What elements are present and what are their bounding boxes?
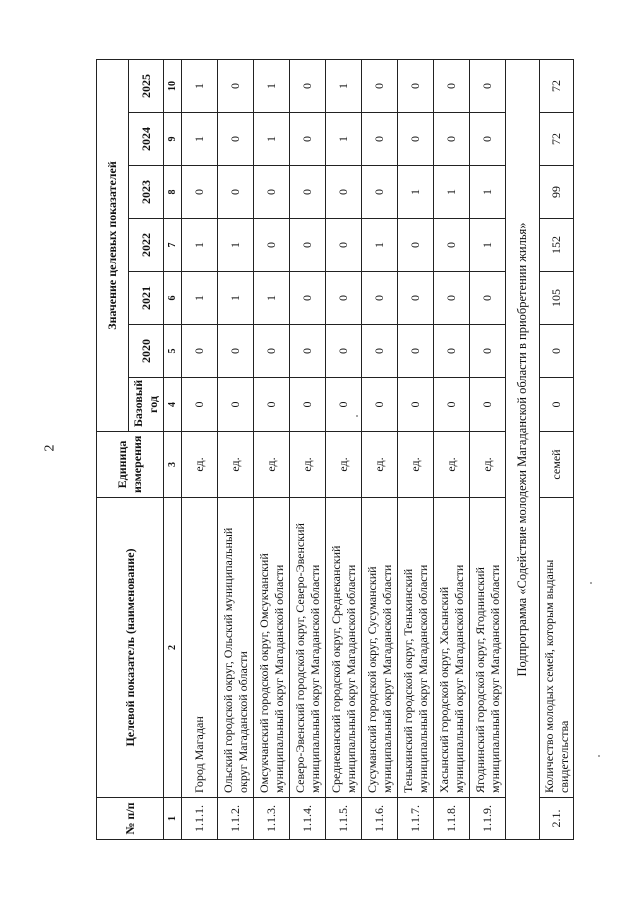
year-value: 0 [254,325,290,378]
year-value: 0 [218,166,254,219]
base-year-value: 0 [254,378,290,432]
year-value: 0 [362,272,398,325]
header-unit: Единица измерения [97,432,164,498]
year-value: 0 [434,60,470,113]
row-number: 1.1.8. [434,798,470,840]
indicator-name: Количество молодых семей, которым выданы свидетельства [540,498,574,798]
year-value: 0 [290,219,326,272]
base-year-value: 0 [540,378,574,432]
table-row [326,60,362,840]
table-row [218,60,254,840]
year-value: 0 [290,272,326,325]
year-value: 0 [182,325,218,378]
year-value: 1 [182,272,218,325]
year-value: 0 [434,325,470,378]
row-number: 1.1.5. [326,798,362,840]
base-year-value: 0 [182,378,218,432]
year-value: 1 [326,60,362,113]
header-indicator: Целевой показатель (наименование) [97,498,164,798]
base-year-value: 0 [362,378,398,432]
year-value: 0 [290,113,326,166]
header-year: 2023 [129,166,164,219]
column-number: 6 [164,272,182,325]
unit-cell: семей [540,432,574,498]
column-number: 2 [164,498,182,798]
header-year: 2021 [129,272,164,325]
base-year-value: 0 [398,378,434,432]
table-row [540,60,574,840]
table-row [470,60,506,840]
table-row [254,60,290,840]
table-row [290,60,326,840]
indicator-name: Ольский городской округ, Ольский муниципальный округ Магаданской области [218,498,254,798]
unit-cell: ед. [326,432,362,498]
column-number: 4 [164,378,182,432]
base-year-value: 0 [218,378,254,432]
scan-speck [590,582,592,584]
unit-cell: ед. [290,432,326,498]
year-value: 0 [540,325,574,378]
year-value: 105 [540,272,574,325]
year-value: 0 [326,272,362,325]
year-value: 0 [326,219,362,272]
header-year: 2024 [129,113,164,166]
rotated-table-container [96,60,571,840]
year-value: 0 [290,325,326,378]
unit-cell: ед. [434,432,470,498]
unit-cell: ед. [470,432,506,498]
unit-cell: ед. [398,432,434,498]
year-value: 0 [362,325,398,378]
column-number: 8 [164,166,182,219]
year-value: 1 [254,60,290,113]
subprogram-row [506,60,540,840]
header-year: 2020 [129,325,164,378]
base-year-value: 0 [326,378,362,432]
year-value: 0 [398,60,434,113]
row-number: 1.1.4. [290,798,326,840]
target-indicators-table [96,59,574,840]
year-value: 1 [254,113,290,166]
year-value: 152 [540,219,574,272]
year-value: 1 [434,166,470,219]
year-value: 0 [218,60,254,113]
column-number: 3 [164,432,182,498]
year-value: 0 [398,219,434,272]
row-number: 1.1.6. [362,798,398,840]
table-row [182,60,218,840]
indicator-name: Тенькинский городской округ, Тенькинский муниципальный округ Магаданской области [398,498,434,798]
year-value: 0 [470,325,506,378]
year-value: 0 [182,166,218,219]
row-number: 1.1.7. [398,798,434,840]
row-number: 2.1. [540,798,574,840]
year-value: 1 [182,219,218,272]
header-num: № п/п [97,798,164,840]
indicator-name: Сусуманский городской округ, Сусуманский муниципальный округ Магаданской области [362,498,398,798]
table-row [398,60,434,840]
year-value: 1 [182,60,218,113]
year-value: 72 [540,113,574,166]
year-value: 0 [218,325,254,378]
row-number: 1.1.9. [470,798,506,840]
column-number: 9 [164,113,182,166]
indicator-name: Город Магадан [182,498,218,798]
year-value: 0 [254,166,290,219]
column-number: 5 [164,325,182,378]
header-base-year: Базовый год [129,378,164,432]
unit-cell: ед. [254,432,290,498]
column-number-row [164,60,182,840]
header-values-group: Значение целевых показателей [97,60,129,432]
year-value: 0 [398,272,434,325]
column-number: 10 [164,60,182,113]
year-value: 0 [362,166,398,219]
year-value: 1 [470,219,506,272]
table-body [182,60,574,840]
year-value: 1 [362,219,398,272]
year-value: 1 [326,113,362,166]
header-year: 2025 [129,60,164,113]
indicator-name: Северо-Эвенский городской округ, Северо-Эвенский муниципальный округ Магаданской области [290,498,326,798]
year-value: 1 [182,113,218,166]
scan-speck [598,755,600,757]
year-value: 0 [398,325,434,378]
header-year: 2022 [129,219,164,272]
row-number: 1.1.2. [218,798,254,840]
year-value: 0 [470,60,506,113]
base-year-value: 0 [434,378,470,432]
year-value: 0 [290,166,326,219]
header-row-1 [97,60,129,840]
year-value: 0 [218,113,254,166]
year-value: 1 [218,272,254,325]
year-value: 0 [470,272,506,325]
scan-speck [356,415,358,417]
year-value: 0 [290,60,326,113]
year-value: 0 [398,113,434,166]
year-value: 0 [254,219,290,272]
indicator-name: Хасынский городской округ, Хасынский муниципальный округ Магаданской области [434,498,470,798]
year-value: 72 [540,60,574,113]
year-value: 0 [362,60,398,113]
indicator-name: Омсукчанский городской округ, Омсукчанский муниципальный округ Магаданской области [254,498,290,798]
base-year-value: 0 [470,378,506,432]
page-number: 2 [42,444,58,452]
year-value: 1 [398,166,434,219]
year-value: 0 [362,113,398,166]
year-value: 0 [326,166,362,219]
table-row [362,60,398,840]
year-value: 0 [326,325,362,378]
column-number: 7 [164,219,182,272]
unit-cell: ед. [218,432,254,498]
row-number: 1.1.3. [254,798,290,840]
year-value: 1 [218,219,254,272]
subprogram-title: Подпрограмма «Содействие молодежи Магаданской области в приобретении жилья» [506,60,540,840]
year-value: 99 [540,166,574,219]
base-year-value: 0 [290,378,326,432]
table-row [434,60,470,840]
year-value: 1 [470,166,506,219]
indicator-name: Среднеканский городской округ, Среднеканский муниципальный округ Магаданской области [326,498,362,798]
year-value: 0 [434,219,470,272]
indicator-name: Ягоднинский городской округ, Ягоднинский муниципальный округ Магаданской области [470,498,506,798]
year-value: 0 [470,113,506,166]
unit-cell: ед. [362,432,398,498]
unit-cell: ед. [182,432,218,498]
year-value: 0 [434,272,470,325]
year-value: 1 [254,272,290,325]
year-value: 0 [434,113,470,166]
row-number: 1.1.1. [182,798,218,840]
column-number: 1 [164,798,182,840]
